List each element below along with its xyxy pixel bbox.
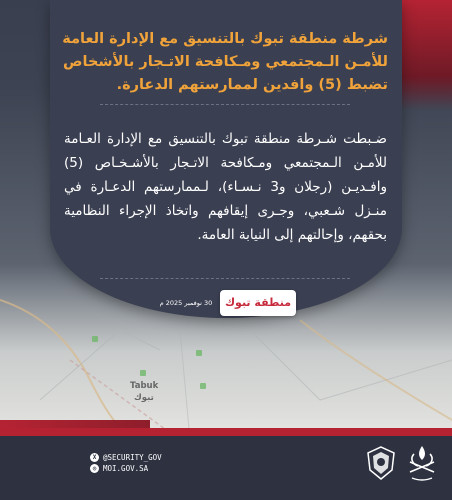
moi-emblem-icon <box>404 444 440 484</box>
headline-divider <box>100 104 350 105</box>
news-body: ضـبطت شـرطة منطقة تبوك بالتنسيق مع الإدارة العـامة للأمـن الـمجتمعي ومـكافحة الاتـجار بالأشـخـاص (5) وافـديـن (رجلان و3 نـسـاء)، لـممارستهم الدعـارة في منـزل شـعبي، وجـرى إيقافهم واتخاذ الإجراء النظامية بحقهم، وإحالتهم إلى النيابة العامة. <box>64 131 387 243</box>
footer-red-bar <box>0 428 452 436</box>
top-right-accent <box>394 0 452 110</box>
post-date: 30 نوفمبر 2025 م <box>159 299 213 307</box>
public-security-emblem-icon <box>366 446 396 480</box>
news-headline: شرطة منطقة تبوك بالتنسيق مع الإدارة العامة للأمـن الـمجتمعي ومـكافحة الاتـجار بالأشخاص تضبط (5) وافدين لممارستهم الدعارة. <box>62 31 388 93</box>
map-city-label-ar: تبوك <box>134 393 154 403</box>
globe-icon: ◎ <box>90 464 99 473</box>
website-link[interactable]: MOI.GOV.SA <box>103 464 149 473</box>
map-city-label-en: Tabuk <box>130 381 159 391</box>
twitter-handle[interactable]: @SECURITY_GOV <box>103 453 162 462</box>
body-divider <box>100 278 350 279</box>
region-badge[interactable]: منطقة تبوك <box>220 290 296 316</box>
x-twitter-icon: X <box>90 453 99 462</box>
social-links <box>90 452 162 474</box>
